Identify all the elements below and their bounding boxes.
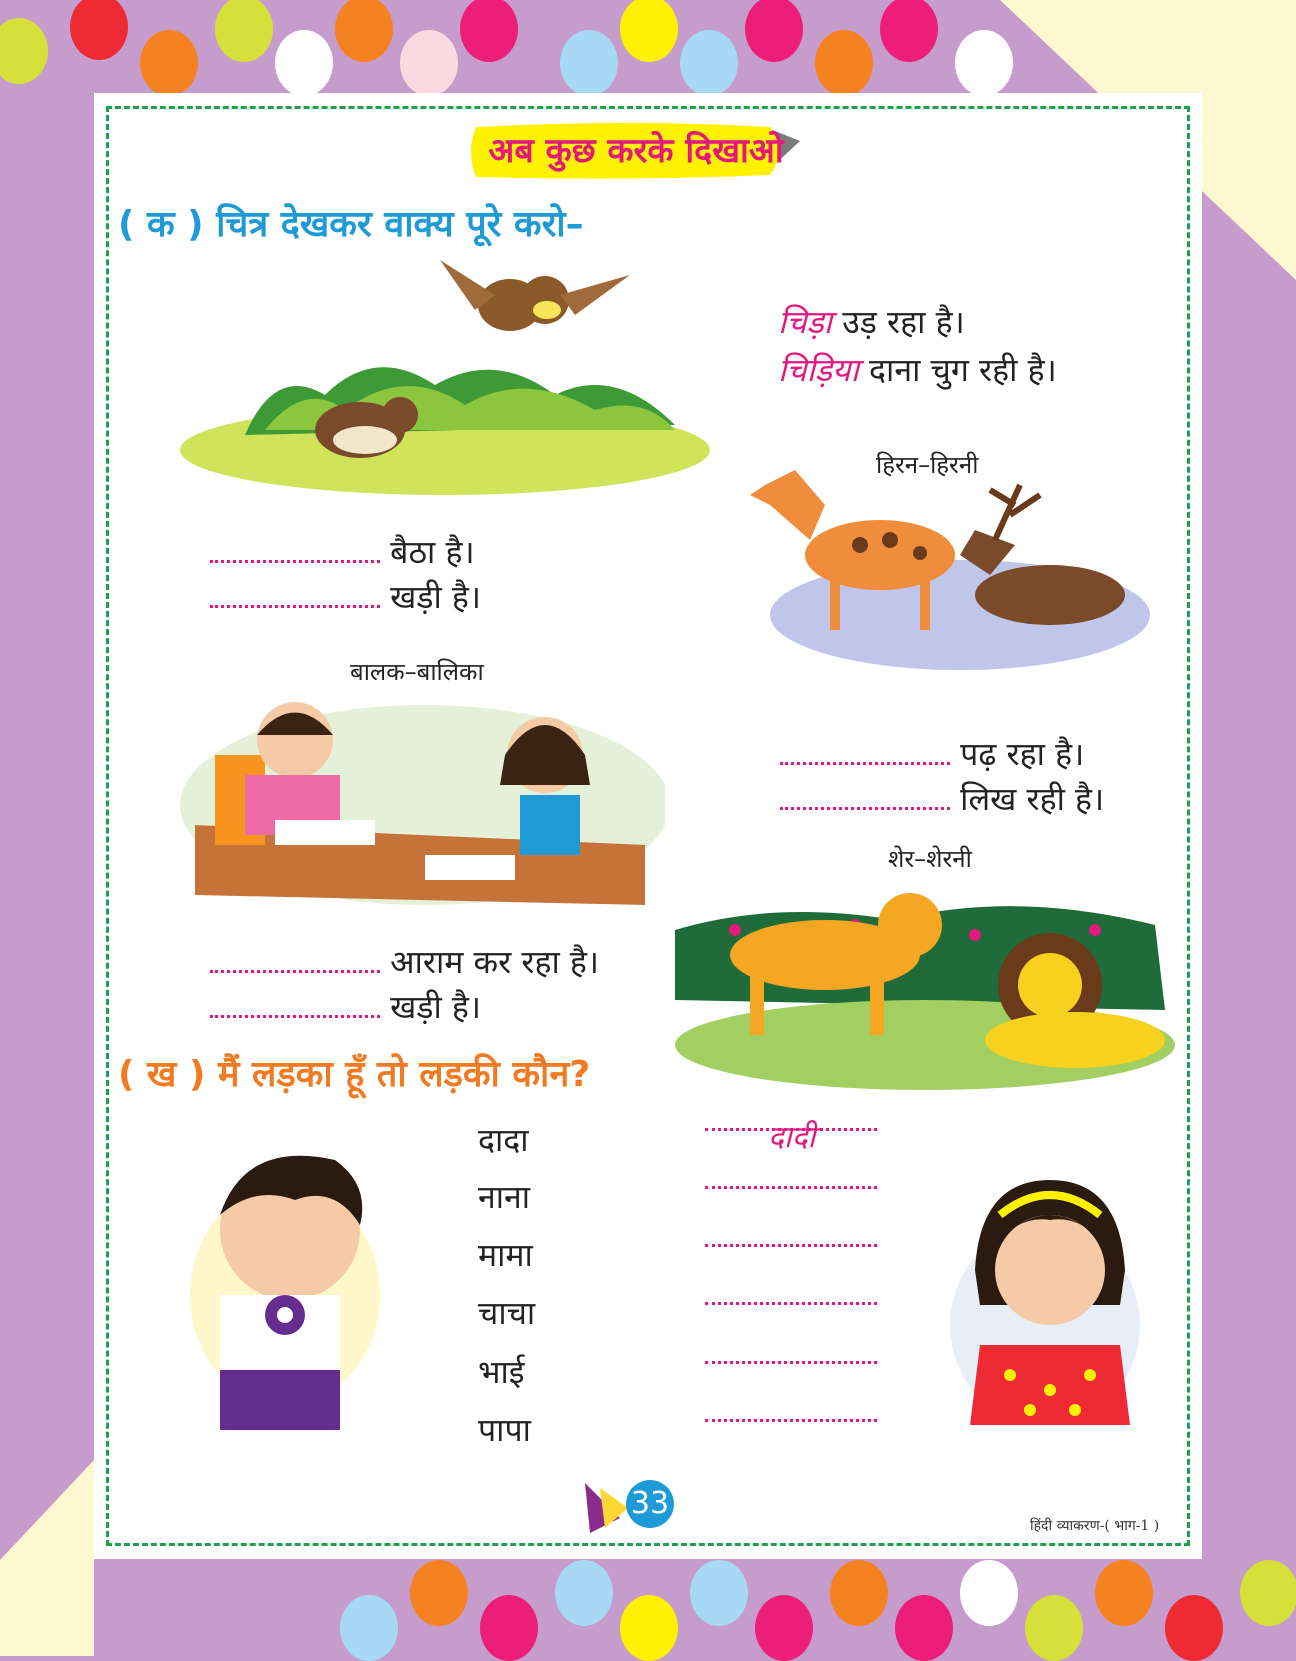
- boy-illustration: [185, 1145, 400, 1430]
- answer-line-3[interactable]: [705, 1244, 877, 1247]
- deer-line-1: [210, 530, 475, 573]
- word-item-2: नाना: [478, 1178, 531, 1216]
- deer-caption: हिरन–हिरनी: [876, 451, 979, 479]
- deer-illustration: [730, 445, 1150, 675]
- children-line-2-text: लिख रही है।: [960, 780, 1105, 818]
- lion-line-2-text: खड़ी है।: [390, 988, 482, 1026]
- deer-line-2: [210, 575, 481, 618]
- answer-line-5[interactable]: [705, 1361, 877, 1364]
- girl-illustration: [950, 1175, 1150, 1440]
- children-line-2: [780, 777, 1104, 820]
- section-a-heading: ( क ) चित्र देखकर वाक्य पूरे करो–: [118, 204, 584, 245]
- deer-line-2-text: खड़ी है।: [390, 578, 482, 616]
- sparrows-illustration: [175, 255, 720, 495]
- page-number: 33: [626, 1480, 674, 1528]
- blank-line[interactable]: [780, 807, 950, 810]
- example-rest-2: दाना चुग रही है।: [858, 351, 1057, 389]
- blank-line[interactable]: [210, 970, 380, 973]
- star-icon: [580, 1478, 630, 1538]
- children-illustration: [175, 695, 665, 915]
- example-sentence-1: [778, 300, 965, 343]
- lion-line-2: [210, 985, 481, 1028]
- example-sentence-2: [778, 348, 1057, 391]
- example-rest-1: उड़ रहा है।: [832, 303, 965, 341]
- word-item-6: पापा: [478, 1411, 531, 1449]
- word-item-5: भाई: [478, 1353, 525, 1391]
- blank-line[interactable]: [780, 762, 950, 765]
- lion-line-1-text: आराम कर रहा है।: [390, 943, 600, 981]
- book-footer: हिंदी व्याकरण-( भाग-1 ): [1030, 1518, 1160, 1534]
- word-item-1: दादा: [478, 1121, 529, 1159]
- children-caption: बालक–बालिका: [350, 658, 484, 686]
- lion-caption: शेर–शेरनी: [888, 845, 972, 873]
- lion-line-1: [210, 940, 599, 983]
- page-title: अब कुछ करके दिखाओ: [488, 131, 784, 171]
- answer-line-4[interactable]: [705, 1302, 877, 1305]
- example-word-2: चिड़िया: [778, 351, 859, 389]
- blank-line[interactable]: [210, 605, 380, 608]
- children-line-1: [780, 732, 1084, 775]
- blank-line[interactable]: [210, 560, 380, 563]
- word-item-4: चाचा: [478, 1294, 536, 1332]
- example-word-1: चिड़ा: [778, 303, 833, 341]
- section-b-heading: ( ख ) मैं लड़का हूँ तो लड़की कौन?: [118, 1054, 591, 1095]
- blank-line[interactable]: [210, 1015, 380, 1018]
- answer-line-6[interactable]: [705, 1419, 877, 1422]
- answer-example: दादी: [768, 1120, 816, 1155]
- children-line-1-text: पढ़ रहा है।: [960, 735, 1085, 773]
- word-item-3: मामा: [478, 1236, 533, 1274]
- deer-line-1-text: बैठा है।: [390, 533, 475, 571]
- answer-line-2[interactable]: [705, 1186, 877, 1189]
- lions-illustration: [655, 870, 1175, 1090]
